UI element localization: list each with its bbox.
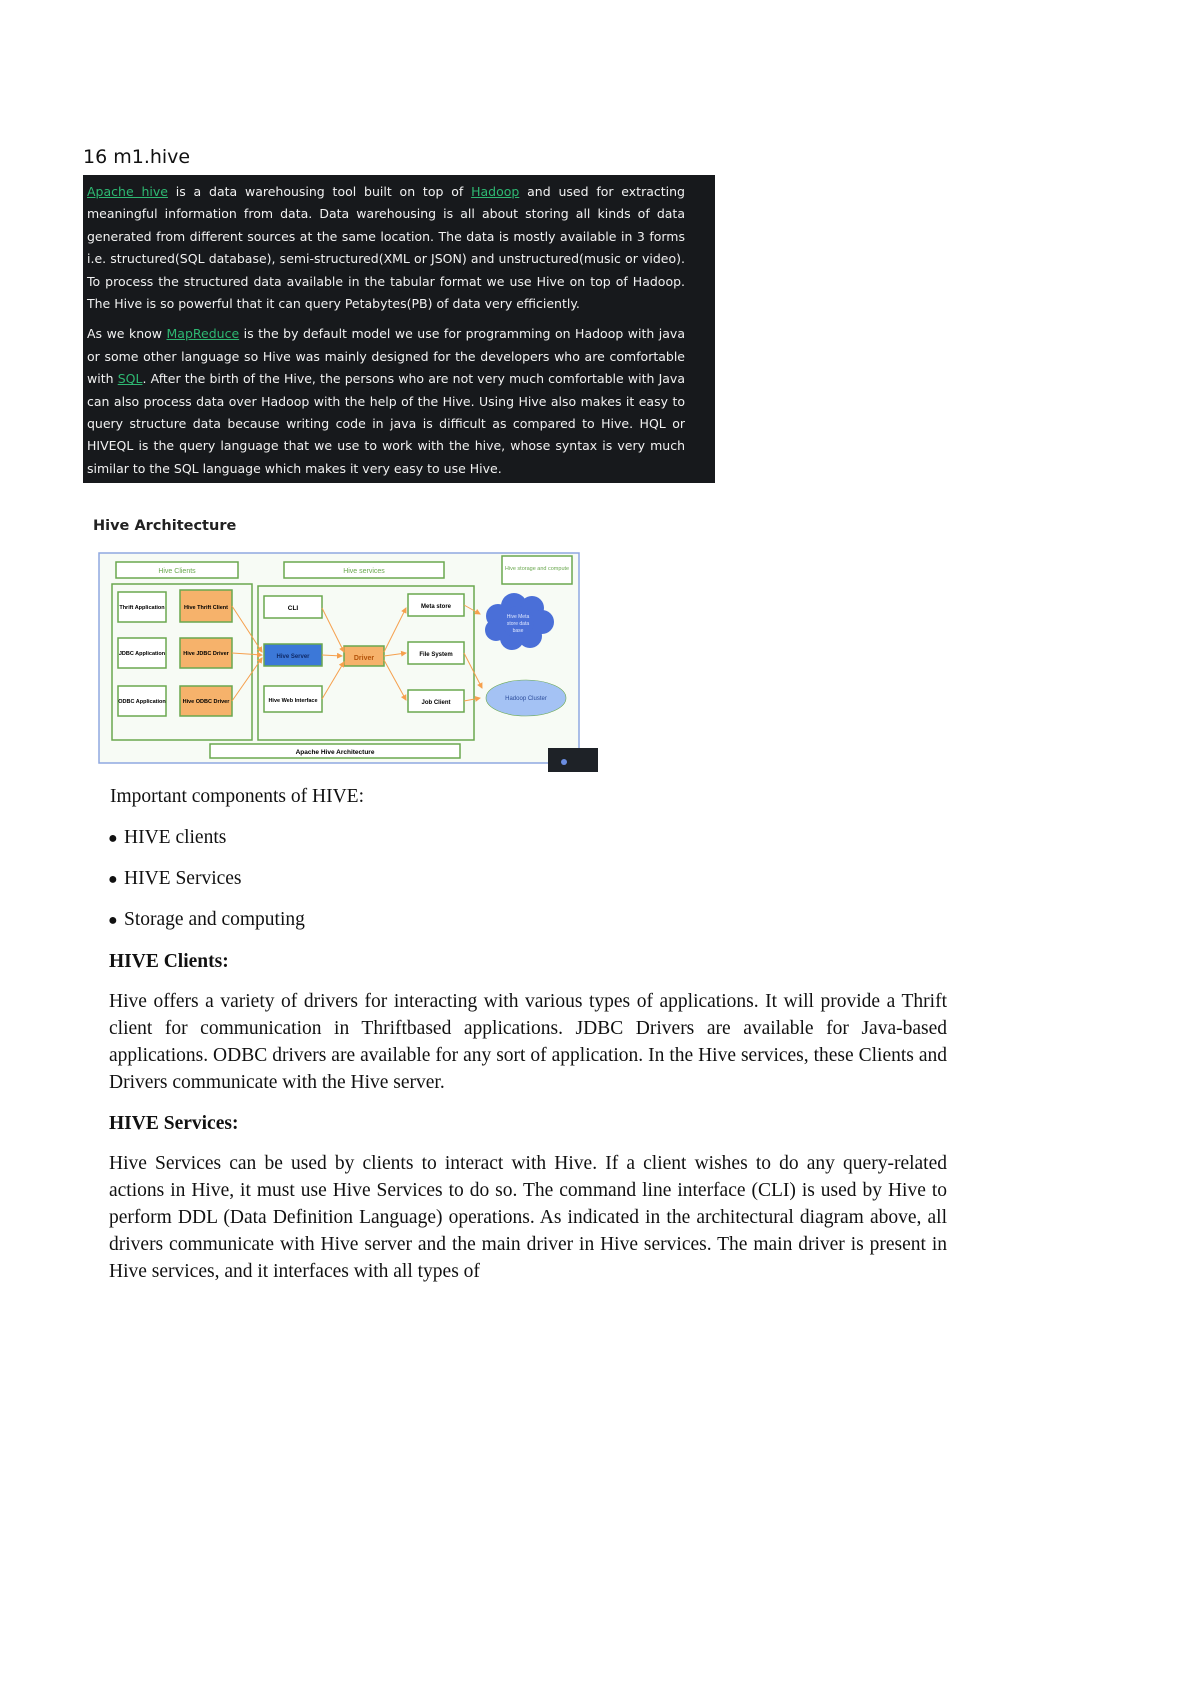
services-section-body: Hive Services can be used by clients to interact with Hive. If a client wishes to do any query-related actions in Hive, it must use Hive Services to do so. The command line interface (CLI) is used by Hive to perform DDL (Data Definition Language) operations. As indicated in the architectural diagram above, all drivers communicate with Hive server and the main driver in Hive services. The main driver is present in Hive services, and it interfaces with all types of bbox=[109, 1153, 947, 1282]
meta-database-label: Hive Meta bbox=[506, 614, 530, 620]
bullet-icon: ● bbox=[108, 830, 118, 847]
thrift-application-label: Thrift Application bbox=[119, 605, 165, 611]
storage-header-label: Hive storage and compute bbox=[504, 566, 570, 572]
intro-dark-box bbox=[83, 175, 715, 483]
services-section-heading: HIVE Services: bbox=[109, 1113, 239, 1134]
corner-widget bbox=[548, 748, 598, 772]
meta-database-label-3: base bbox=[512, 628, 524, 634]
list-item-label: HIVE Services bbox=[124, 868, 242, 889]
bullet-icon: ● bbox=[108, 871, 118, 888]
services-header-label: Hive services bbox=[343, 568, 385, 575]
hadoop-cluster-label: Hadoop Cluster bbox=[505, 696, 547, 702]
web-interface-label: Hive Web Interface bbox=[268, 698, 318, 704]
bullet-icon: ● bbox=[108, 912, 118, 929]
hadoop-link[interactable]: Hadoop bbox=[471, 184, 520, 199]
clients-section-body: Hive offers a variety of drivers for interacting with various types of applications. It will provide a Thrift client for communication in Thriftbased applications. JDBC Drivers are available for Java-based applications. ODBC drivers are available for any sort of application. In the Hive services, these Clients and Drivers communicate with the Hive server. bbox=[109, 991, 947, 1093]
hive-server-label: Hive Server bbox=[276, 654, 310, 660]
components-heading: Important components of HIVE: bbox=[110, 786, 364, 807]
thrift-client-label: Hive Thrift Client bbox=[183, 605, 229, 611]
list-item-label: Storage and computing bbox=[124, 909, 305, 930]
odbc-application-label: ODBC Application bbox=[118, 699, 166, 705]
intro-p2-text-1: As we know bbox=[87, 326, 167, 342]
intro-paragraph-2 bbox=[87, 323, 685, 480]
document-title: 16 m1.hive bbox=[83, 146, 191, 168]
file-system-label: File System bbox=[419, 652, 453, 658]
jdbc-application-label: JDBC Application bbox=[118, 651, 166, 657]
components-list bbox=[108, 826, 305, 949]
mapreduce-link[interactable]: MapReduce bbox=[166, 326, 240, 342]
hive-architecture-diagram bbox=[98, 552, 598, 772]
intro-p1-text-2: and used for extracting meaningful information from data. Data warehousing is all about storing all kinds of data generated from different sources at the same location. The data is mostly available in 3 forms i.e. structured(SQL database), semi-structured(XML or JSON) and unstructured(music or video). To process the structured data available in the tabular format we use Hive on top of Hadoop. The Hive is so powerful that it can query Petabytes(PB) of data very efficiently. bbox=[87, 184, 685, 312]
driver-label: Driver bbox=[353, 655, 375, 662]
list-item bbox=[108, 908, 305, 949]
meta-store-label: Meta store bbox=[420, 604, 452, 610]
intro-p2-text-2: is the by default model we use for programming on Hadoop with java or some other language so Hive was mainly designed for the developers who are comfortable with bbox=[87, 326, 685, 387]
footer-label: Apache Hive Architecture bbox=[295, 749, 375, 756]
cli-label: CLI bbox=[287, 605, 299, 612]
apache-hive-link[interactable]: Apache hive bbox=[87, 184, 168, 199]
clients-section-heading: HIVE Clients: bbox=[109, 951, 229, 972]
architecture-title: Hive Architecture bbox=[93, 518, 237, 534]
list-item bbox=[108, 867, 305, 908]
list-item bbox=[108, 826, 305, 867]
corner-widget-icon bbox=[561, 759, 567, 765]
intro-p2-text-3: . After the birth of the Hive, the persons who are not very much comfortable with Java can also process data over Hadoop with the help of the Hive. Using Hive also makes it easy to query structure data because writing code in java is difficult as compared to Hive. HQL or HIVEQL is the query language that we use to work with the hive, whose syntax is very much similar to the SQL language which makes it very easy to use Hive. bbox=[87, 371, 685, 476]
intro-p1-text-1: is a data warehousing tool built on top of bbox=[167, 184, 472, 199]
odbc-driver-label: Hive ODBC Driver bbox=[182, 699, 230, 705]
sql-link[interactable]: SQL bbox=[117, 371, 143, 387]
jdbc-driver-label: Hive JDBC Driver bbox=[183, 651, 229, 657]
list-item-label: HIVE clients bbox=[124, 827, 227, 848]
clients-header-label: Hive Clients bbox=[158, 568, 196, 575]
job-client-label: Job Client bbox=[421, 700, 451, 706]
meta-database-label-2: store data bbox=[506, 621, 530, 627]
intro-paragraph-1 bbox=[87, 181, 685, 315]
